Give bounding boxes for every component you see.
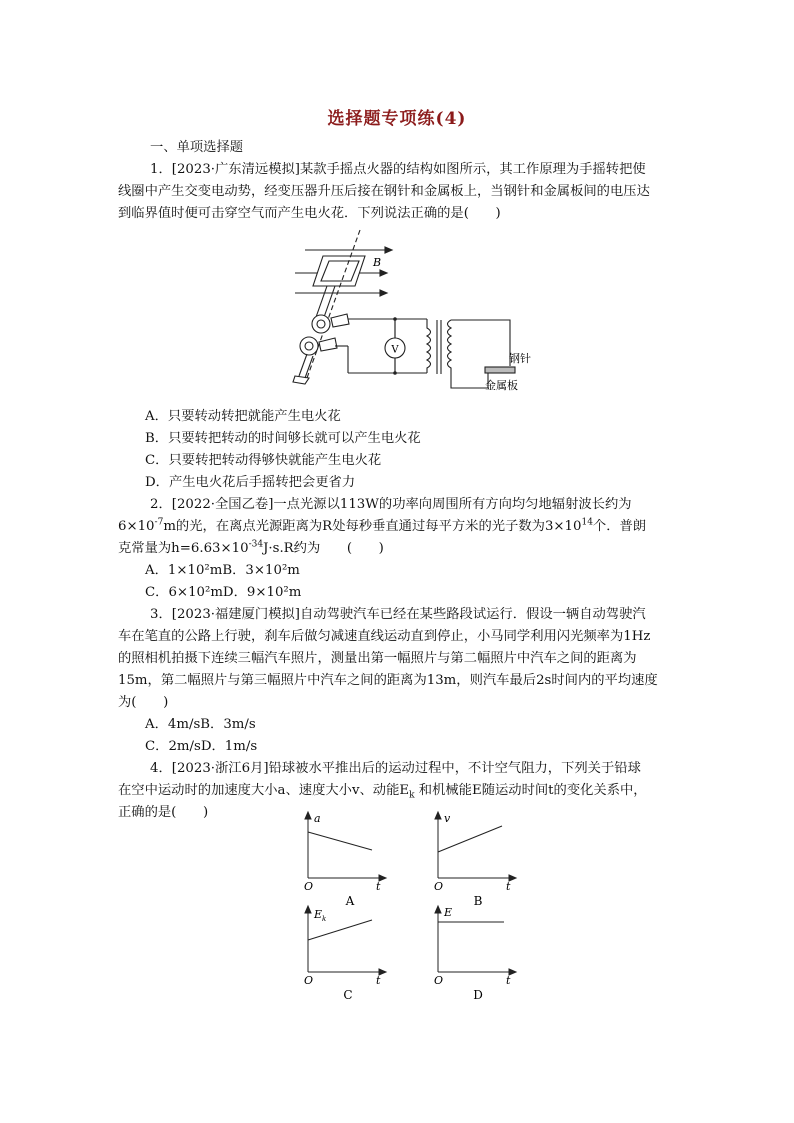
graph-c — [290, 904, 400, 1004]
graph-b — [420, 810, 530, 910]
q2-line-1: 2．[2022·全国乙卷]一点光源以113W的功率向周围所有方向均匀地辐射波长约为 — [150, 497, 632, 512]
graph-a-xlabel: t — [376, 880, 381, 893]
graph-d-caption: D — [473, 988, 483, 1002]
graph-d-xlabel: t — [506, 974, 511, 987]
voltmeter-label: V — [391, 344, 399, 356]
needle-label: 钢针 — [509, 352, 531, 365]
q1-option-c: C．只要转把转动得够快就能产生电火花 — [145, 453, 382, 468]
page-title: 选择题专项练(4) — [327, 109, 467, 129]
graph-d-ylabel: E — [444, 906, 453, 919]
q3-line-3: 的照相机拍摄下连续三幅汽车照片，测量出第一幅照片与第二幅照片中汽车之间的距离为 — [118, 651, 637, 666]
graph-c-xlabel: t — [376, 974, 381, 987]
graph-a-caption: A — [345, 894, 355, 908]
field-label-b: B — [373, 256, 382, 269]
graph-b-origin: O — [434, 880, 444, 893]
q1-line-3: 到临界值时便可击穿空气而产生电火花．下列说法正确的是( ) — [118, 206, 501, 221]
graph-b-xlabel: t — [506, 880, 511, 893]
q4-line-2: 在空中运动时的加速度大小a、速度大小v、动能$E_k$ 和机械能E随运动时间t的变化关系中， — [118, 783, 647, 801]
q4-line-1: 4．[2023·浙江6月]铅球被水平推出后的运动过程中，不计空气阻力，下列关于铅球 — [150, 761, 641, 776]
section-heading: 一、单项选择题 — [150, 140, 244, 155]
q2-line-3: 克常量为$h=6.63\times 10^{-34}J\cdot s.R$约为 ( ) — [118, 539, 384, 556]
graph-a-ylabel: a — [314, 812, 321, 825]
q3-line-5: 为( ) — [118, 695, 169, 710]
igniter-figure — [285, 228, 545, 400]
graph-a-origin: O — [304, 880, 314, 893]
q3-options-ab: A．4m/sB．3m/s — [145, 717, 256, 732]
q2-options-cd: C．6×10²mD．9×10²m — [145, 585, 302, 600]
q1-option-a: A．只要转动转把就能产生电火花 — [145, 409, 341, 424]
graph-b-ylabel: v — [444, 812, 451, 825]
q2-line-2: $6\times 10^{-7}m$的光，在离点光源距离为R处每秒垂直通过每平方米的光子数为$3\times 10^{14}$个．普朗 — [118, 517, 647, 534]
q3-options-cd: C．2m/sD．1m/s — [145, 739, 258, 754]
q4-line-3: 正确的是( ) — [118, 805, 209, 820]
q1-line-1: 1．[2023·广东清远模拟]某款手摇点火器的结构如图所示，其工作原理为手摇转把使 — [150, 162, 646, 177]
graph-d — [420, 904, 530, 1004]
graph-a — [290, 810, 400, 910]
graph-c-line — [308, 920, 372, 940]
graph-c-origin: O — [304, 974, 314, 987]
graph-b-line — [438, 826, 502, 852]
q1-line-2: 线圈中产生交变电动势，经变压器升压后接在钢针和金属板上，当钢针和金属板间的电压达 — [118, 184, 650, 199]
q1-option-d: D．产生电火花后手摇转把会更省力 — [145, 475, 356, 490]
q3-line-4: 15m，第二幅照片与第三幅照片中汽车之间的距离为13m，则汽车最后2s时间内的平均速度 — [118, 673, 658, 688]
graph-c-caption: C — [343, 988, 353, 1002]
q2-options-ab: A．1×10²mB．3×10²m — [145, 563, 300, 578]
graph-d-origin: O — [434, 974, 444, 987]
q3-line-1: 3．[2023·福建厦门模拟]自动驾驶汽车已经在某些路段试运行．假设一辆自动驾驶汽 — [150, 607, 646, 622]
q3-line-2: 车在笔直的公路上行驶，刹车后做匀减速直线运动直到停止，小马同学利用闪光频率为1Hz — [118, 629, 651, 644]
graph-a-line — [308, 832, 372, 850]
graph-b-caption: B — [473, 894, 483, 908]
graph-c-ylabel: $E_k$ — [314, 908, 327, 923]
plate-label: 金属板 — [485, 379, 518, 392]
q1-option-b: B．只要转把转动的时间够长就可以产生电火花 — [145, 431, 421, 446]
